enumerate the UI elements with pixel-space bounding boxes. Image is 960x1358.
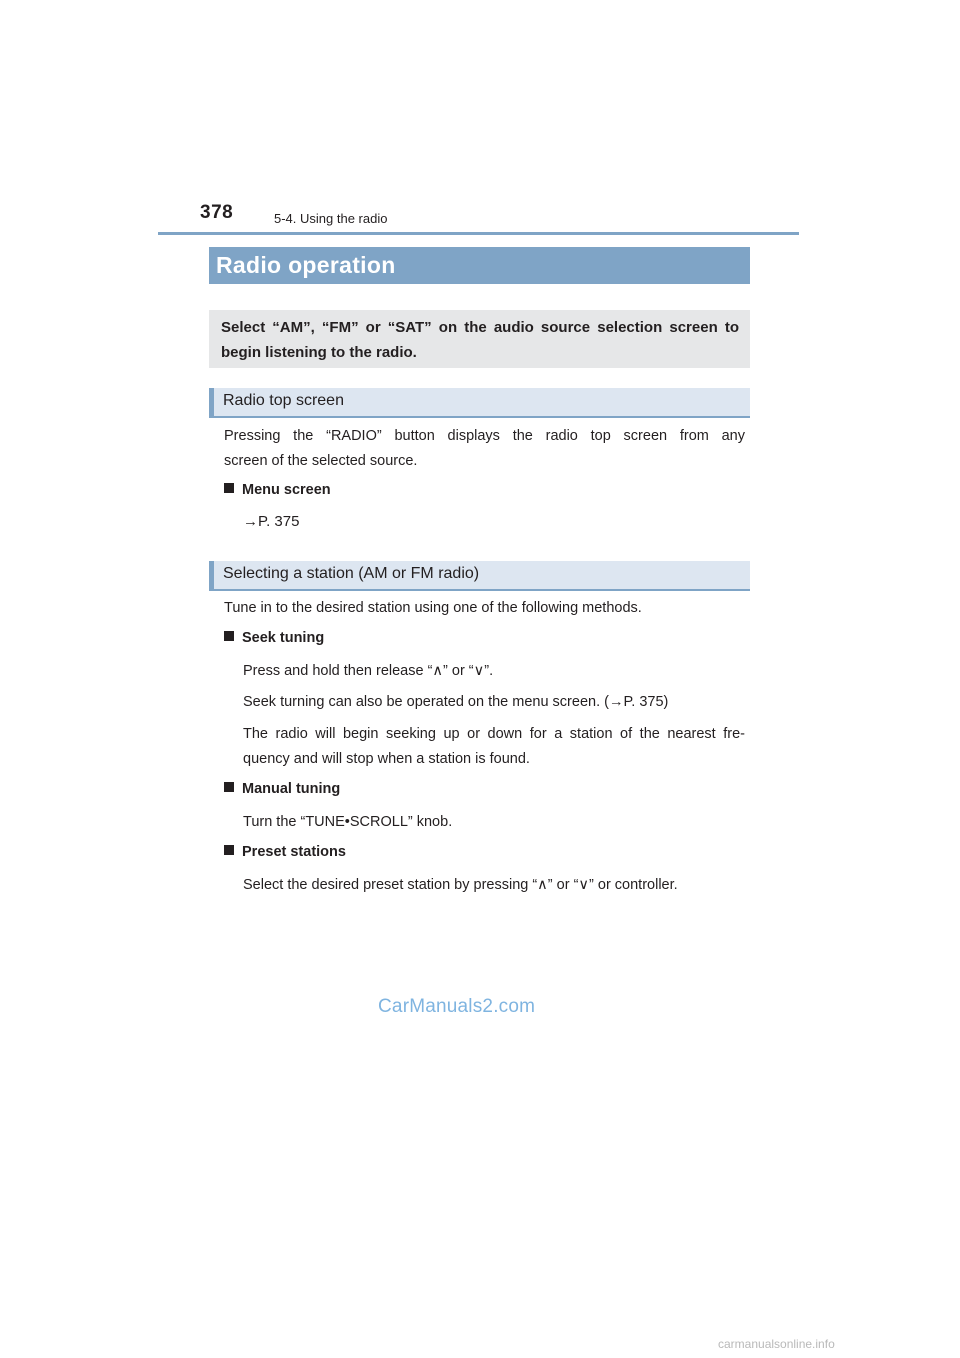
- bullet-item: [224, 630, 324, 646]
- bullet-label: Manual tuning: [242, 781, 341, 797]
- page-reference: →P. 375: [243, 513, 300, 530]
- item-text: Turn the “TUNE•SCROLL” knob.: [243, 814, 453, 830]
- paragraph-line: Tune in to the desired station using one of the following methods.: [224, 600, 642, 616]
- square-bullet-icon: [224, 483, 234, 493]
- bullet-item: [224, 781, 340, 797]
- square-bullet-icon: [224, 631, 234, 641]
- subheading-text: Radio top screen: [223, 392, 344, 409]
- intro-box: [209, 310, 750, 368]
- section-reference: 5-4. Using the radio: [274, 211, 388, 226]
- intro-text: Select “AM”, “FM” or “SAT” on the audio source selection screen to begin listening to the radio.: [221, 319, 739, 361]
- bullet-item: [224, 482, 331, 498]
- subheading-selecting-station: [209, 561, 750, 591]
- bullet-label: Preset stations: [242, 844, 346, 860]
- subheading-radio-top-screen: [209, 388, 750, 418]
- bullet-item: [224, 844, 346, 860]
- bullet-label: Menu screen: [242, 482, 331, 498]
- item-text: Press and hold then release “∧” or “∨”.: [243, 663, 494, 679]
- watermark-link[interactable]: CarManuals2.com: [378, 996, 536, 1017]
- footer-watermark: carmanualsonline.info: [718, 1337, 835, 1351]
- page-number: 378: [200, 202, 234, 223]
- paragraph-line: screen of the selected source.: [224, 453, 418, 469]
- page-title: Radio operation: [216, 252, 396, 278]
- page-title-bar: [209, 247, 750, 284]
- header-divider: [158, 232, 799, 235]
- square-bullet-icon: [224, 782, 234, 792]
- paragraph-line: Pressing the “RADIO” button displays the radio top screen from any: [224, 428, 745, 444]
- bullet-label: Seek tuning: [242, 630, 325, 646]
- subheading-text: Selecting a station (AM or FM radio): [223, 565, 480, 582]
- item-text: Select the desired preset station by pressing “∧” or “∨” or controller.: [243, 877, 678, 893]
- square-bullet-icon: [224, 845, 234, 855]
- item-text: quency and will stop when a station is found.: [243, 751, 530, 767]
- item-text: The radio will begin seeking up or down for a station of the nearest fre-: [243, 726, 745, 742]
- item-text: Seek turning can also be operated on the menu screen. (→P. 375): [243, 694, 669, 710]
